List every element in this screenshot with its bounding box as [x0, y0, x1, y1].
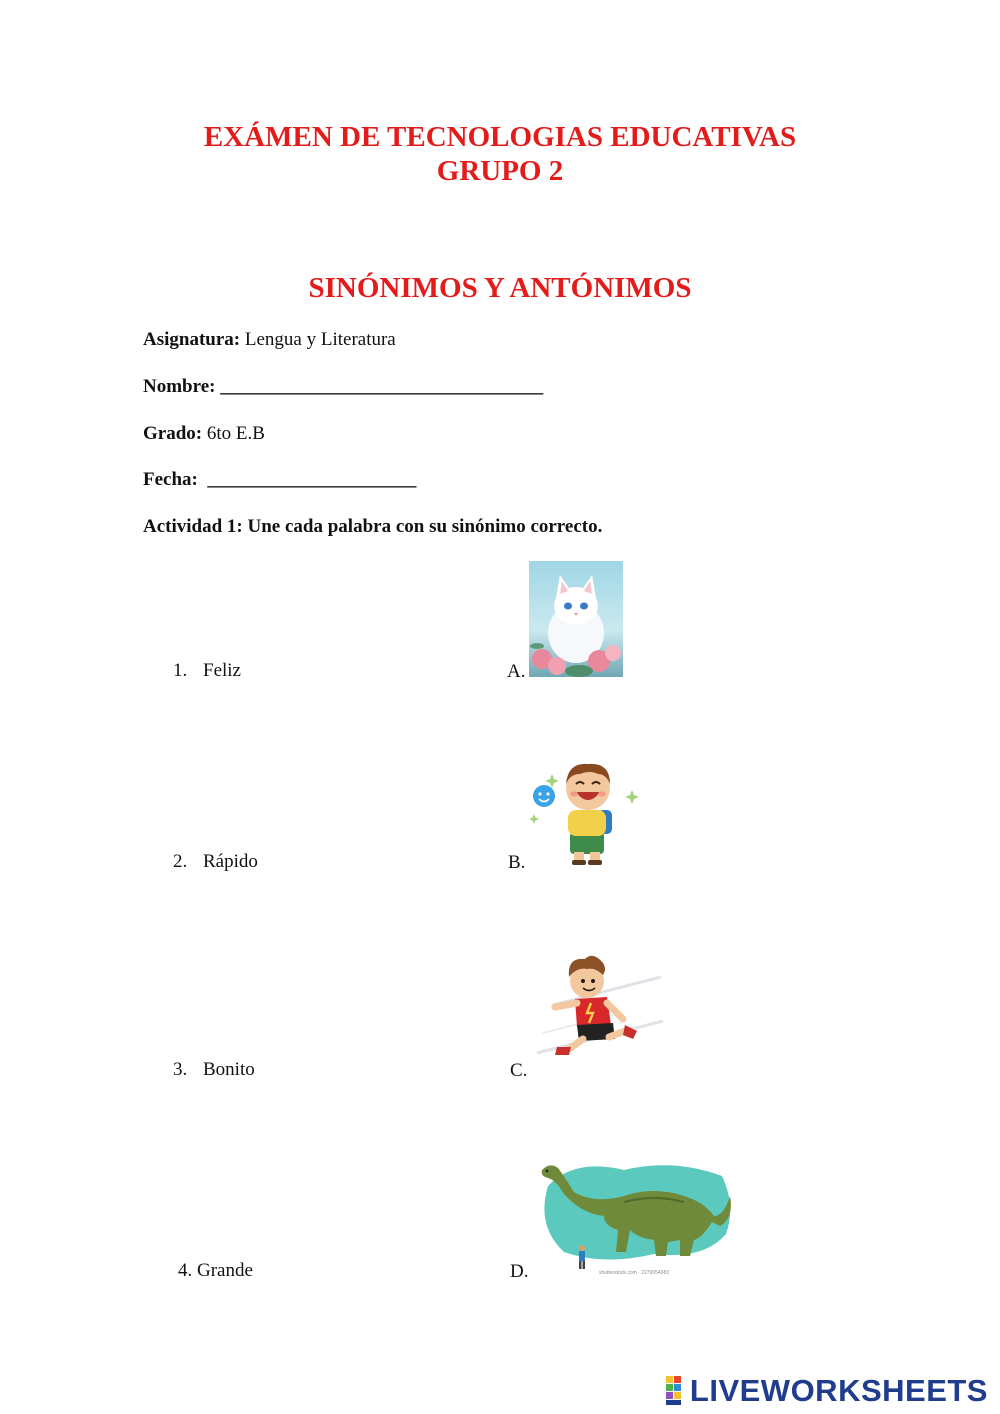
list-item	[178, 1260, 253, 1282]
item-number: 1.	[173, 660, 188, 681]
fecha-field	[143, 469, 416, 491]
asignatura-value: Lengua y Literatura	[244, 329, 396, 350]
logo-text: LIVEWORKSHEETS	[689, 1373, 988, 1408]
section-title: SINÓNIMOS Y ANTÓNIMOS	[308, 272, 692, 304]
item-word: Rápido	[203, 851, 258, 872]
option-letter-a: A.	[507, 661, 526, 682]
item-word: Bonito	[203, 1059, 255, 1080]
running-boy-image[interactable]	[533, 943, 665, 1073]
kitten-image[interactable]	[529, 561, 623, 677]
option-letter-b: B.	[508, 852, 526, 873]
item-word: Grande	[197, 1260, 253, 1281]
list-item	[173, 1059, 255, 1081]
group-title: GRUPO 2	[436, 155, 564, 187]
fecha-label: Fecha:	[143, 469, 198, 490]
item-number: 4.	[178, 1260, 193, 1281]
dinosaur-image[interactable]	[534, 1156, 736, 1278]
liveworksheets-mark-icon	[666, 1376, 690, 1406]
list-item	[173, 660, 241, 682]
asignatura-field	[143, 329, 396, 351]
laughing-boy-image[interactable]	[528, 752, 644, 866]
nombre-blank[interactable]: __________________________________	[220, 376, 544, 397]
item-number: 2.	[173, 851, 188, 872]
liveworksheets-logo[interactable]	[666, 1373, 988, 1409]
list-item	[173, 851, 258, 873]
stock-watermark: shutterstock.com · 2279054983	[598, 1270, 670, 1276]
item-number: 3.	[173, 1059, 188, 1080]
grado-value: 6to E.B	[206, 423, 265, 444]
nombre-label: Nombre:	[143, 376, 216, 397]
grado-label: Grado:	[143, 423, 203, 444]
option-letter-d: D.	[510, 1261, 529, 1282]
item-word: Feliz	[203, 660, 241, 681]
activity-instruction: Actividad 1: Une cada palabra con su sinónimo correcto.	[143, 516, 603, 537]
grado-field	[143, 423, 265, 445]
asignatura-label: Asignatura:	[143, 329, 241, 350]
nombre-field	[143, 376, 543, 398]
option-letter-c: C.	[510, 1060, 528, 1081]
fecha-blank[interactable]: ______________________	[207, 469, 417, 490]
exam-title: EXÁMEN DE TECNOLOGIAS EDUCATIVAS	[203, 121, 797, 153]
